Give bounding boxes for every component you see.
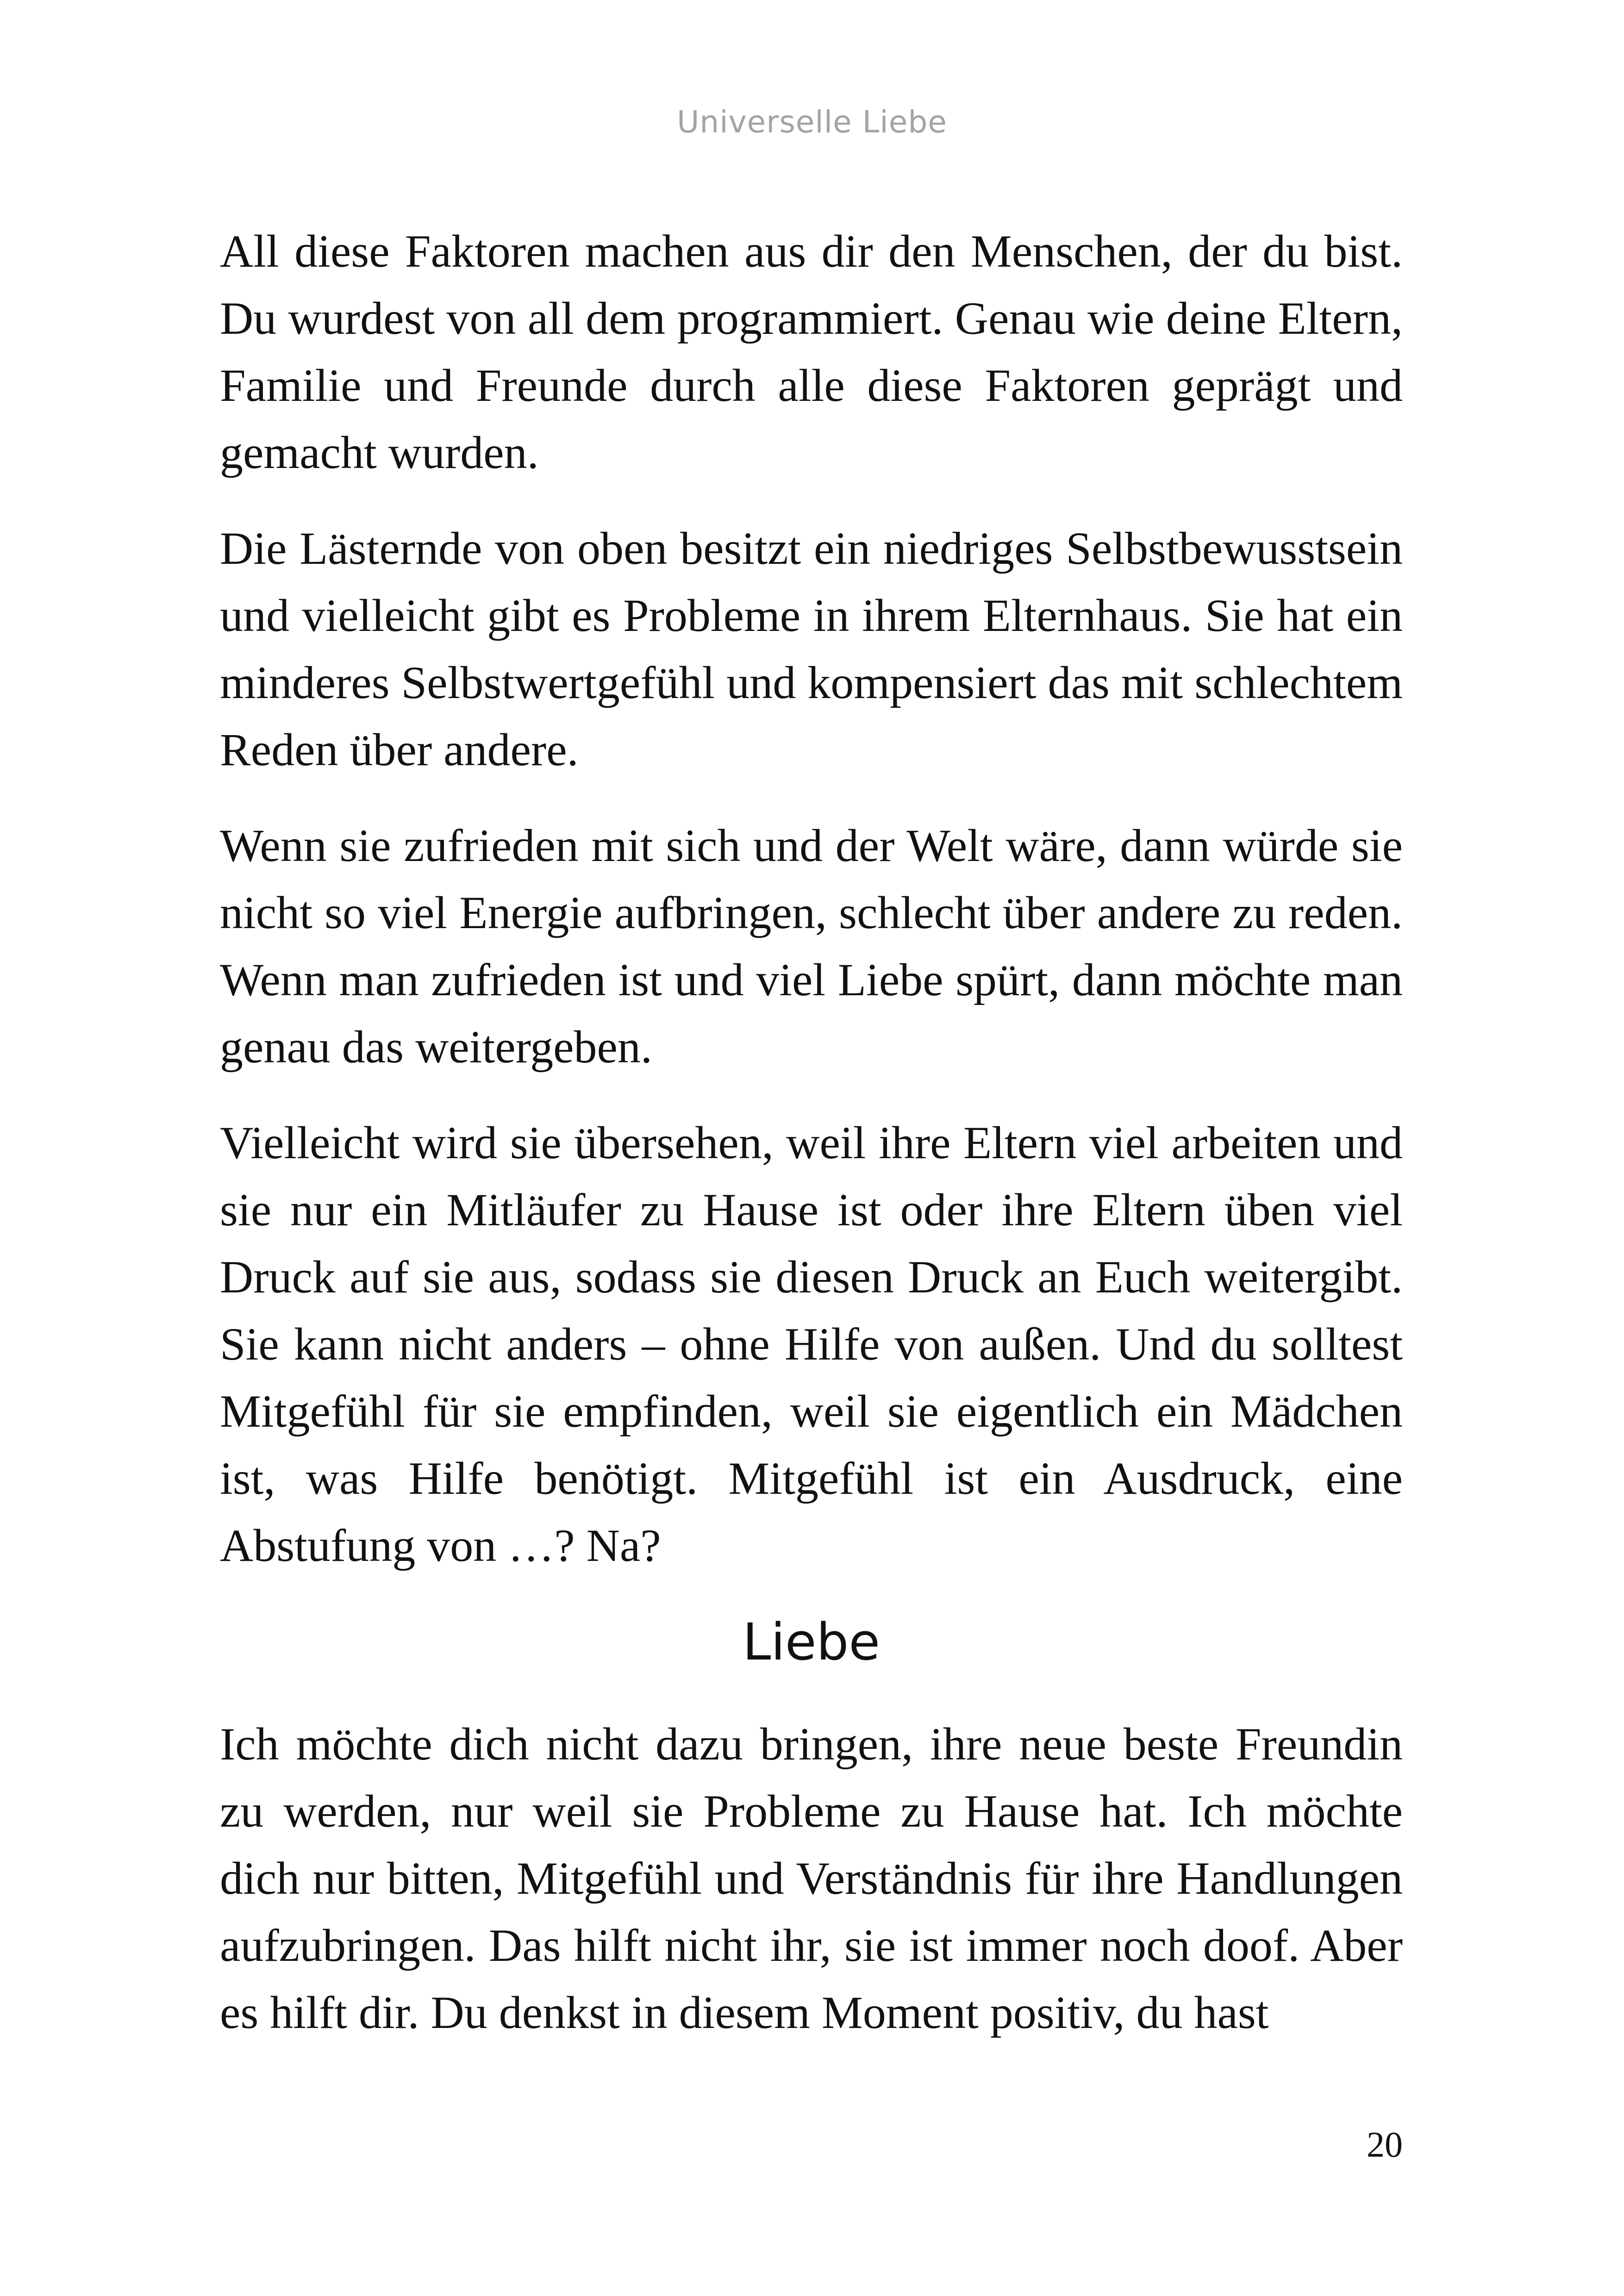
paragraph-4: Vielleicht wird sie übersehen, weil ihre Eltern viel arbeiten und sie nur ein Mitläufer zu Hause ist oder ihre Eltern üben viel Druck auf sie aus, sodass sie diesen Druck an Euch weitergibt. Sie kann nicht anders – ohne Hilfe von außen. Und du solltest Mitgefühl für sie empfinden, weil sie eigentlich ein Mädchen ist, was Hilfe benötigt. Mitgefühl ist ein Ausdruck, eine Abstufung von …? Na? <box>220 1117 1403 1571</box>
page-number: 20 <box>1367 2124 1403 2165</box>
paragraph-3: Wenn sie zufrieden mit sich und der Welt wäre, dann würde sie nicht so viel Energie aufbringen, schlecht über andere zu reden. Wenn man zufrieden ist und viel Liebe spürt, dann möchte man genau das weitergeben. <box>220 820 1403 1073</box>
paragraph-1: All diese Faktoren machen aus dir den Menschen, der du bist. Du wurdest von all dem programmiert. Genau wie deine Eltern, Familie und Freunde durch alle diese Faktoren geprägt und gemacht wurden. <box>220 225 1403 478</box>
paragraph-2: Die Lästernde von oben besitzt ein niedriges Selbstbewusstsein und vielleicht gibt es Probleme in ihrem Elternhaus. Sie hat ein minderes Selbstwertgefühl und kompensiert das mit schlechtem Reden über andere. <box>220 523 1403 775</box>
running-header: Universelle Liebe <box>677 104 947 140</box>
paragraph-5: Ich möchte dich nicht dazu bringen, ihre neue beste Freundin zu werden, nur weil sie Probleme zu Hause hat. Ich möchte dich nur bitten, Mitgefühl und Verständnis für ihre Handlungen aufzubringen. Das hilft nicht ihr, sie ist immer noch doof. Aber es hilft dir. Du denkst in diesem Moment positiv, du hast <box>220 1718 1403 2038</box>
body-text <box>220 218 1403 2075</box>
section-heading: Liebe <box>742 1612 881 1672</box>
